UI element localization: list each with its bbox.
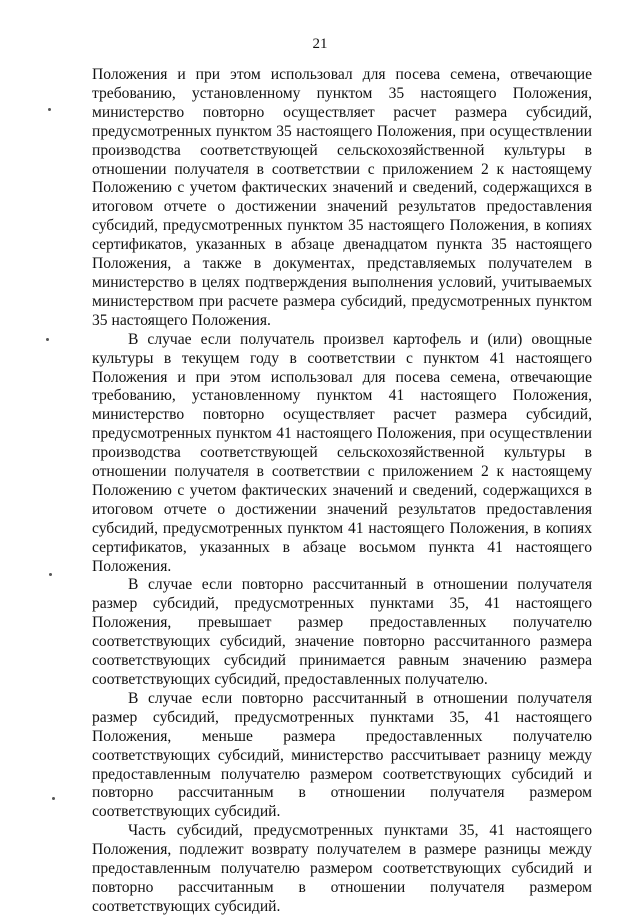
document-body (92, 66, 592, 917)
paragraph: В случае если повторно рассчитанный в отношении получателя размер субсидий, предусмотренных пунктами 35, 41 настоящего Положения, меньше размера предоставленных получателю соответствующих субсидий, министерство рассчитывает разницу между предоставленным получателю размером соответствующих субсидий и повторно рассчитанным в отношении получателя размером соответствующих субсидий. (92, 689, 592, 821)
scan-mark (49, 573, 52, 576)
paragraph-continuation: Положения и при этом использовал для посева семена, отвечающие требованию, установленному пунктом 35 настоящего Положения, министерство повторно осуществляет расчет размера субсидий, предусмотренных пунктом 35 настоящего Положения, при осуществлении производства соответствующей сельскохозяйственной культуры в отношении получателя в соответствии с приложением 2 к настоящему Положению с учетом фактических значений и сведений, содержащихся в итоговом отчете о достижении значений результатов предоставления субсидий, предусмотренных пунктом 35 настоящего Положения, в копиях сертификатов, указанных в абзаце двенадцатом пункта 35 настоящего Положения, а также в документах, представляемых получателем в министерство в целях подтверждения выполнения условий, учитываемых министерством при расчете размера субсидий, предусмотренных пунктом 35 настоящего Положения. (92, 66, 592, 329)
scan-mark (52, 797, 55, 800)
paragraph: Часть субсидий, предусмотренных пунктами 35, 41 настоящего Положения, подлежит возврату получателем в размере разницы между предоставленным получателю размером соответствующих субсидий и повторно рассчитанным в отношении получателя размером соответствующих субсидий. (92, 822, 592, 915)
paragraph: В случае если повторно рассчитанный в отношении получателя размер субсидий, предусмотренных пунктами 35, 41 настоящего Положения, превышает размер предоставленных получателю соответствующих субсидий, значение повторно рассчитанного размера соответствующих субсидий принимается равным значению размера соответствующих субсидий, предоставленных получателю. (92, 576, 592, 688)
page-number: 21 (312, 36, 328, 52)
paragraph: В случае если получатель произвел картофель и (или) овощные культуры в текущем году в соответствии с пунктом 41 настоящего Положения и при этом использовал для посева семена, отвечающие требованию, установленному пунктом 41 настоящего Положения, министерство повторно осуществляет расчет размера субсидий, предусмотренных пунктом 41 настоящего Положения, при осуществлении производства соответствующей сельскохозяйственной культуры в отношении получателя в соответствии с приложением 2 к настоящему Положению с учетом фактических значений и сведений, содержащихся в итоговом отчете о достижении значений результатов предоставления субсидий, предусмотренных пунктом 41 настоящего Положения, в копиях сертификатов, указанных в абзаце восьмом пункта 41 настоящего Положения. (92, 330, 592, 575)
scan-mark (46, 338, 49, 341)
scan-mark (48, 108, 51, 111)
